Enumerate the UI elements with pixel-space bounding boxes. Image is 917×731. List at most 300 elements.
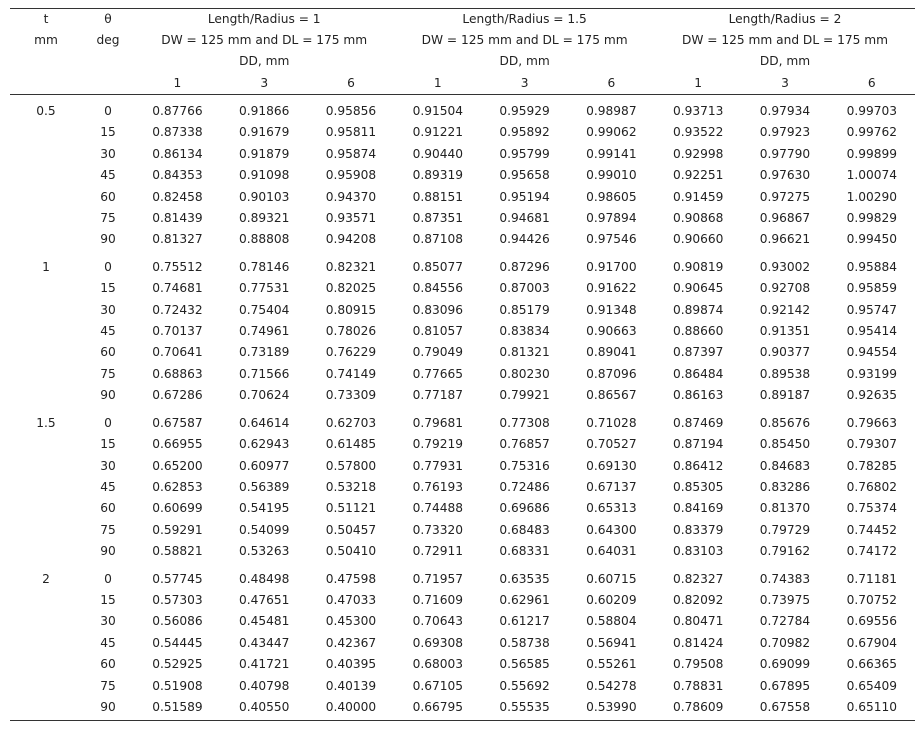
value-cell: 0.51121	[325, 501, 377, 516]
value-cell: 0.55535	[481, 697, 568, 721]
value-cell: 0.91622	[586, 281, 637, 296]
value-cell: 0.71028	[586, 415, 637, 430]
value-cell: 0.93522	[672, 125, 724, 140]
theta-cell: 0	[104, 104, 112, 118]
value-cell: 0.75404	[238, 302, 290, 317]
value-cell: 0.87338	[152, 125, 203, 140]
group-title-2: Length/Radius = 1.5	[394, 9, 654, 31]
value-cell: 0.87194	[672, 437, 724, 452]
theta-cell: 45	[100, 168, 116, 183]
dd-col-header: 6	[828, 72, 915, 95]
value-cell: 0.67286	[152, 388, 203, 403]
value-cell: 0.87351	[412, 211, 463, 226]
value-cell: 0.84169	[672, 501, 724, 516]
value-cell: 0.86412	[672, 458, 724, 473]
value-cell: 0.56389	[238, 479, 290, 494]
value-cell: 0.79162	[759, 544, 811, 559]
value-cell: 0.92635	[846, 388, 897, 403]
dd-label-3: DD, mm	[759, 54, 811, 68]
t-cell	[10, 229, 82, 250]
theta-cell: 15	[100, 437, 116, 452]
table-row	[10, 300, 915, 321]
value-cell: 0.59291	[152, 522, 203, 537]
value-cell: 0.72486	[499, 479, 550, 494]
dd-col-header: 1	[134, 72, 221, 95]
table-row	[10, 498, 915, 519]
value-cell: 0.77308	[499, 415, 550, 430]
theta-cell: 90	[100, 232, 116, 247]
group-subtitle-3: DW = 125 mm and DL = 175 mm	[681, 33, 888, 47]
value-cell: 0.95884	[846, 259, 897, 274]
value-cell: 0.89187	[759, 388, 811, 403]
value-cell: 0.96867	[759, 211, 811, 226]
value-cell: 0.95859	[846, 281, 897, 296]
value-cell: 0.94370	[325, 189, 377, 204]
value-cell: 0.52925	[152, 657, 203, 672]
table-header	[10, 9, 915, 95]
dd-col-header: 6	[308, 72, 395, 95]
value-cell: 0.87469	[672, 415, 724, 430]
value-cell: 0.99703	[846, 104, 897, 118]
value-cell: 0.99899	[846, 146, 897, 161]
value-cell: 0.54278	[586, 678, 637, 693]
value-cell: 0.98987	[586, 104, 637, 118]
theta-cell: 90	[82, 697, 134, 721]
theta-cell: 0	[104, 259, 112, 274]
data-table	[10, 8, 915, 721]
value-cell: 0.91866	[238, 104, 290, 118]
value-cell: 0.77531	[238, 281, 290, 296]
value-cell: 0.67558	[742, 697, 829, 721]
dd-col-header: 3	[221, 72, 308, 95]
value-cell: 0.91351	[759, 324, 811, 339]
t-cell	[10, 364, 82, 385]
value-cell: 0.78026	[325, 324, 377, 339]
t-cell	[10, 541, 82, 562]
value-cell: 0.40550	[221, 697, 308, 721]
value-cell: 0.99141	[586, 146, 637, 161]
value-cell: 0.86484	[672, 366, 724, 381]
value-cell: 0.91879	[238, 146, 290, 161]
value-cell: 0.75512	[152, 259, 203, 274]
t-cell	[10, 165, 82, 186]
value-cell: 0.95874	[325, 146, 377, 161]
table-row	[10, 611, 915, 632]
value-cell: 0.90103	[238, 189, 290, 204]
theta-cell: 75	[100, 522, 116, 537]
value-cell: 0.84353	[152, 168, 203, 183]
value-cell: 0.97630	[759, 168, 811, 183]
value-cell: 0.99829	[846, 211, 897, 226]
value-cell: 0.99062	[586, 125, 637, 140]
value-cell: 0.71957	[412, 571, 463, 586]
dd-col-header: 6	[568, 72, 655, 95]
theta-cell: 30	[100, 146, 116, 161]
value-cell: 0.74149	[325, 366, 377, 381]
value-cell: 0.91459	[672, 189, 724, 204]
value-cell: 0.79681	[412, 415, 463, 430]
value-cell: 0.90660	[672, 232, 724, 247]
t-cell	[10, 278, 82, 299]
value-cell: 0.83096	[412, 302, 463, 317]
value-cell: 0.78285	[846, 458, 897, 473]
value-cell: 0.83379	[672, 522, 724, 537]
value-cell: 0.94681	[499, 211, 550, 226]
value-cell: 0.91700	[586, 259, 637, 274]
value-cell: 0.74681	[152, 281, 203, 296]
value-cell: 0.70641	[152, 345, 203, 360]
t-unit: mm	[34, 33, 58, 47]
value-cell: 0.77187	[412, 388, 463, 403]
value-cell: 0.40798	[238, 678, 290, 693]
value-cell: 0.69130	[586, 458, 637, 473]
theta-cell: 15	[100, 592, 116, 607]
value-cell: 0.54099	[238, 522, 290, 537]
value-cell: 0.73309	[325, 388, 377, 403]
value-cell: 0.82458	[152, 189, 203, 204]
value-cell: 0.69308	[412, 635, 463, 650]
value-cell: 0.54195	[238, 501, 290, 516]
value-cell: 0.83286	[759, 479, 811, 494]
value-cell: 0.81327	[152, 232, 203, 247]
value-cell: 0.56086	[152, 614, 203, 629]
value-cell: 0.95908	[325, 168, 377, 183]
value-cell: 0.80915	[325, 302, 377, 317]
value-cell: 0.62961	[499, 592, 550, 607]
value-cell: 0.87096	[586, 366, 637, 381]
table-row	[10, 434, 915, 455]
t-cell	[10, 208, 82, 229]
value-cell: 0.79921	[499, 388, 550, 403]
value-cell: 0.66365	[846, 657, 897, 672]
value-cell: 0.81370	[759, 501, 811, 516]
value-cell: 0.65409	[846, 678, 897, 693]
value-cell: 0.58804	[586, 614, 637, 629]
value-cell: 0.90440	[412, 146, 463, 161]
value-cell: 0.78609	[655, 697, 742, 721]
t-cell	[10, 385, 82, 406]
t-cell	[10, 144, 82, 165]
table-row	[10, 364, 915, 385]
value-cell: 0.93002	[759, 259, 811, 274]
value-cell: 0.64031	[586, 544, 637, 559]
value-cell: 0.99762	[846, 125, 897, 140]
value-cell: 0.86163	[672, 388, 724, 403]
value-cell: 0.97275	[759, 189, 811, 204]
value-cell: 0.48498	[238, 571, 290, 586]
value-cell: 0.79219	[412, 437, 463, 452]
value-cell: 0.60699	[152, 501, 203, 516]
table-row	[10, 477, 915, 498]
value-cell: 0.82327	[672, 571, 724, 586]
dd-col-header: 3	[481, 72, 568, 95]
t-cell	[10, 122, 82, 143]
value-cell: 0.80230	[499, 366, 550, 381]
value-cell: 0.73975	[759, 592, 811, 607]
value-cell: 0.81439	[152, 211, 203, 226]
t-cell	[10, 456, 82, 477]
value-cell: 0.95414	[846, 324, 897, 339]
value-cell: 0.77931	[412, 458, 463, 473]
t-cell	[10, 611, 82, 632]
value-cell: 0.50457	[325, 522, 377, 537]
theta-cell: 15	[100, 281, 116, 296]
value-cell: 0.55261	[586, 657, 637, 672]
value-cell: 0.72911	[412, 544, 463, 559]
value-cell: 0.51908	[152, 678, 203, 693]
value-cell: 0.73320	[412, 522, 463, 537]
value-cell: 0.74961	[238, 324, 290, 339]
value-cell: 0.88151	[412, 189, 463, 204]
value-cell: 0.97923	[759, 125, 811, 140]
value-cell: 0.72784	[759, 614, 811, 629]
value-cell: 0.58738	[499, 635, 550, 650]
value-cell: 0.90645	[672, 281, 724, 296]
value-cell: 0.91348	[586, 302, 637, 317]
value-cell: 0.73189	[238, 345, 290, 360]
value-cell: 0.92708	[759, 281, 811, 296]
t-cell	[10, 434, 82, 455]
table-row	[10, 229, 915, 250]
value-cell: 0.95811	[325, 125, 377, 140]
table-row	[10, 633, 915, 654]
value-cell: 0.62853	[152, 479, 203, 494]
value-cell: 0.95194	[499, 189, 550, 204]
value-cell: 0.83103	[672, 544, 724, 559]
value-cell: 0.87003	[499, 281, 550, 296]
value-cell: 0.95929	[499, 104, 550, 118]
value-cell: 0.68003	[412, 657, 463, 672]
value-cell: 0.70982	[759, 635, 811, 650]
value-cell: 0.87296	[499, 259, 550, 274]
theta-cell: 0	[104, 415, 112, 430]
value-cell: 0.62943	[238, 437, 290, 452]
theta-cell: 90	[100, 544, 116, 559]
value-cell: 0.51589	[134, 697, 221, 721]
value-cell: 0.85077	[412, 259, 463, 274]
value-cell: 0.79307	[846, 437, 897, 452]
theta-cell: 75	[100, 211, 116, 226]
value-cell: 0.47651	[238, 592, 290, 607]
dd-col-header: 1	[394, 72, 481, 95]
value-cell: 0.92998	[672, 146, 724, 161]
table-row	[10, 385, 915, 406]
t-cell	[10, 321, 82, 342]
table-row	[10, 208, 915, 229]
value-cell: 0.60977	[238, 458, 290, 473]
value-cell: 0.53218	[325, 479, 377, 494]
t-cell	[10, 654, 82, 675]
theta-cell: 0	[104, 571, 112, 586]
table-row	[10, 541, 915, 562]
value-cell: 0.89319	[412, 168, 463, 183]
value-cell: 0.99450	[846, 232, 897, 247]
value-cell: 0.68331	[499, 544, 550, 559]
dd-label-2: DD, mm	[499, 54, 550, 68]
value-cell: 0.87108	[412, 232, 463, 247]
value-cell: 0.80471	[672, 614, 724, 629]
value-cell: 0.57800	[325, 458, 377, 473]
value-cell: 0.61485	[325, 437, 377, 452]
value-cell: 0.89321	[238, 211, 290, 226]
value-cell: 0.89041	[586, 345, 637, 360]
table-row	[10, 251, 915, 278]
theta-cell: 15	[100, 125, 116, 140]
theta-cell: 60	[100, 345, 116, 360]
t-label: t	[10, 9, 82, 31]
dd-col-header: 1	[655, 72, 742, 95]
value-cell: 0.90868	[672, 211, 724, 226]
value-cell: 0.90377	[759, 345, 811, 360]
value-cell: 0.89874	[672, 302, 724, 317]
value-cell: 0.66795	[394, 697, 481, 721]
value-cell: 0.57303	[152, 592, 203, 607]
value-cell: 0.77665	[412, 366, 463, 381]
value-cell: 0.70752	[846, 592, 897, 607]
theta-unit: deg	[96, 33, 120, 47]
t-cell	[10, 477, 82, 498]
value-cell: 0.95892	[499, 125, 550, 140]
value-cell: 0.91098	[238, 168, 290, 183]
value-cell: 0.72432	[152, 302, 203, 317]
value-cell: 0.40000	[308, 697, 395, 721]
t-cell	[10, 697, 82, 721]
value-cell: 0.68483	[499, 522, 550, 537]
value-cell: 0.91221	[412, 125, 463, 140]
value-cell: 0.98605	[586, 189, 637, 204]
value-cell: 0.86567	[586, 388, 637, 403]
table-row	[10, 187, 915, 208]
value-cell: 0.90663	[586, 324, 637, 339]
table-body	[10, 95, 915, 721]
value-cell: 0.85305	[672, 479, 724, 494]
value-cell: 0.79729	[759, 522, 811, 537]
value-cell: 0.82092	[672, 592, 724, 607]
theta-cell: 75	[100, 678, 116, 693]
table-row	[10, 456, 915, 477]
table-row	[10, 278, 915, 299]
value-cell: 0.81321	[499, 345, 550, 360]
value-cell: 0.54445	[152, 635, 203, 650]
value-cell: 0.86134	[152, 146, 203, 161]
value-cell: 0.94426	[499, 232, 550, 247]
theta-cell: 45	[100, 635, 116, 650]
value-cell: 0.84556	[412, 281, 463, 296]
t-cell	[10, 300, 82, 321]
value-cell: 0.95658	[499, 168, 550, 183]
value-cell: 0.75374	[846, 501, 897, 516]
value-cell: 0.70643	[412, 614, 463, 629]
t-cell: 0.5	[36, 104, 56, 118]
group-subtitle-1: DW = 125 mm and DL = 175 mm	[161, 33, 368, 47]
value-cell: 0.85676	[759, 415, 811, 430]
value-cell: 0.95856	[325, 104, 377, 118]
t-cell	[10, 590, 82, 611]
value-cell: 0.40395	[325, 657, 377, 672]
value-cell: 0.71566	[238, 366, 290, 381]
value-cell: 0.67137	[586, 479, 637, 494]
theta-cell: 30	[100, 458, 116, 473]
value-cell: 0.87766	[152, 104, 203, 118]
value-cell: 0.67895	[759, 678, 811, 693]
value-cell: 0.55692	[499, 678, 550, 693]
theta-cell: 90	[100, 388, 116, 403]
value-cell: 0.97934	[759, 104, 811, 118]
value-cell: 0.56941	[586, 635, 637, 650]
theta-cell: 45	[100, 479, 116, 494]
theta-cell: 60	[100, 657, 116, 672]
table-row	[10, 122, 915, 143]
value-cell: 0.81057	[412, 324, 463, 339]
value-cell: 0.62703	[325, 415, 377, 430]
value-cell: 0.94554	[846, 345, 897, 360]
value-cell: 0.97894	[586, 211, 637, 226]
theta-cell: 60	[100, 189, 116, 204]
table-row	[10, 144, 915, 165]
value-cell: 0.78146	[238, 259, 290, 274]
value-cell: 0.91679	[238, 125, 290, 140]
value-cell: 0.69099	[759, 657, 811, 672]
value-cell: 0.53263	[238, 544, 290, 559]
value-cell: 0.53990	[568, 697, 655, 721]
value-cell: 0.93199	[846, 366, 897, 381]
table-row	[10, 321, 915, 342]
theta-cell: 60	[100, 501, 116, 516]
value-cell: 0.67904	[846, 635, 897, 650]
value-cell: 0.42367	[325, 635, 377, 650]
value-cell: 0.70137	[152, 324, 203, 339]
value-cell: 0.56585	[499, 657, 550, 672]
value-cell: 0.96621	[759, 232, 811, 247]
value-cell: 0.83834	[499, 324, 550, 339]
table-row	[10, 563, 915, 590]
value-cell: 0.45481	[238, 614, 290, 629]
value-cell: 0.92142	[759, 302, 811, 317]
value-cell: 0.74452	[846, 522, 897, 537]
value-cell: 0.76857	[499, 437, 550, 452]
value-cell: 0.79508	[672, 657, 724, 672]
t-cell	[10, 676, 82, 697]
value-cell: 0.76802	[846, 479, 897, 494]
value-cell: 0.71181	[846, 571, 897, 586]
table-row	[10, 520, 915, 541]
table-row	[10, 407, 915, 434]
value-cell: 0.76229	[325, 345, 377, 360]
table-row	[10, 165, 915, 186]
t-cell: 1.5	[36, 415, 56, 430]
value-cell: 0.70624	[238, 388, 290, 403]
value-cell: 0.65110	[828, 697, 915, 721]
theta-cell: 30	[100, 302, 116, 317]
table-row	[10, 697, 915, 721]
t-cell	[10, 520, 82, 541]
value-cell: 0.81424	[672, 635, 724, 650]
value-cell: 1.00290	[846, 189, 897, 204]
value-cell: 0.90819	[672, 259, 724, 274]
value-cell: 0.95799	[499, 146, 550, 161]
value-cell: 0.89538	[759, 366, 811, 381]
value-cell: 0.99010	[586, 168, 637, 183]
table-row	[10, 676, 915, 697]
value-cell: 0.94208	[325, 232, 377, 247]
value-cell: 0.85450	[759, 437, 811, 452]
value-cell: 0.65313	[586, 501, 637, 516]
value-cell: 0.85179	[499, 302, 550, 317]
value-cell: 1.00074	[846, 168, 897, 183]
theta-label: θ	[82, 9, 134, 31]
value-cell: 0.76193	[412, 479, 463, 494]
table-row	[10, 654, 915, 675]
